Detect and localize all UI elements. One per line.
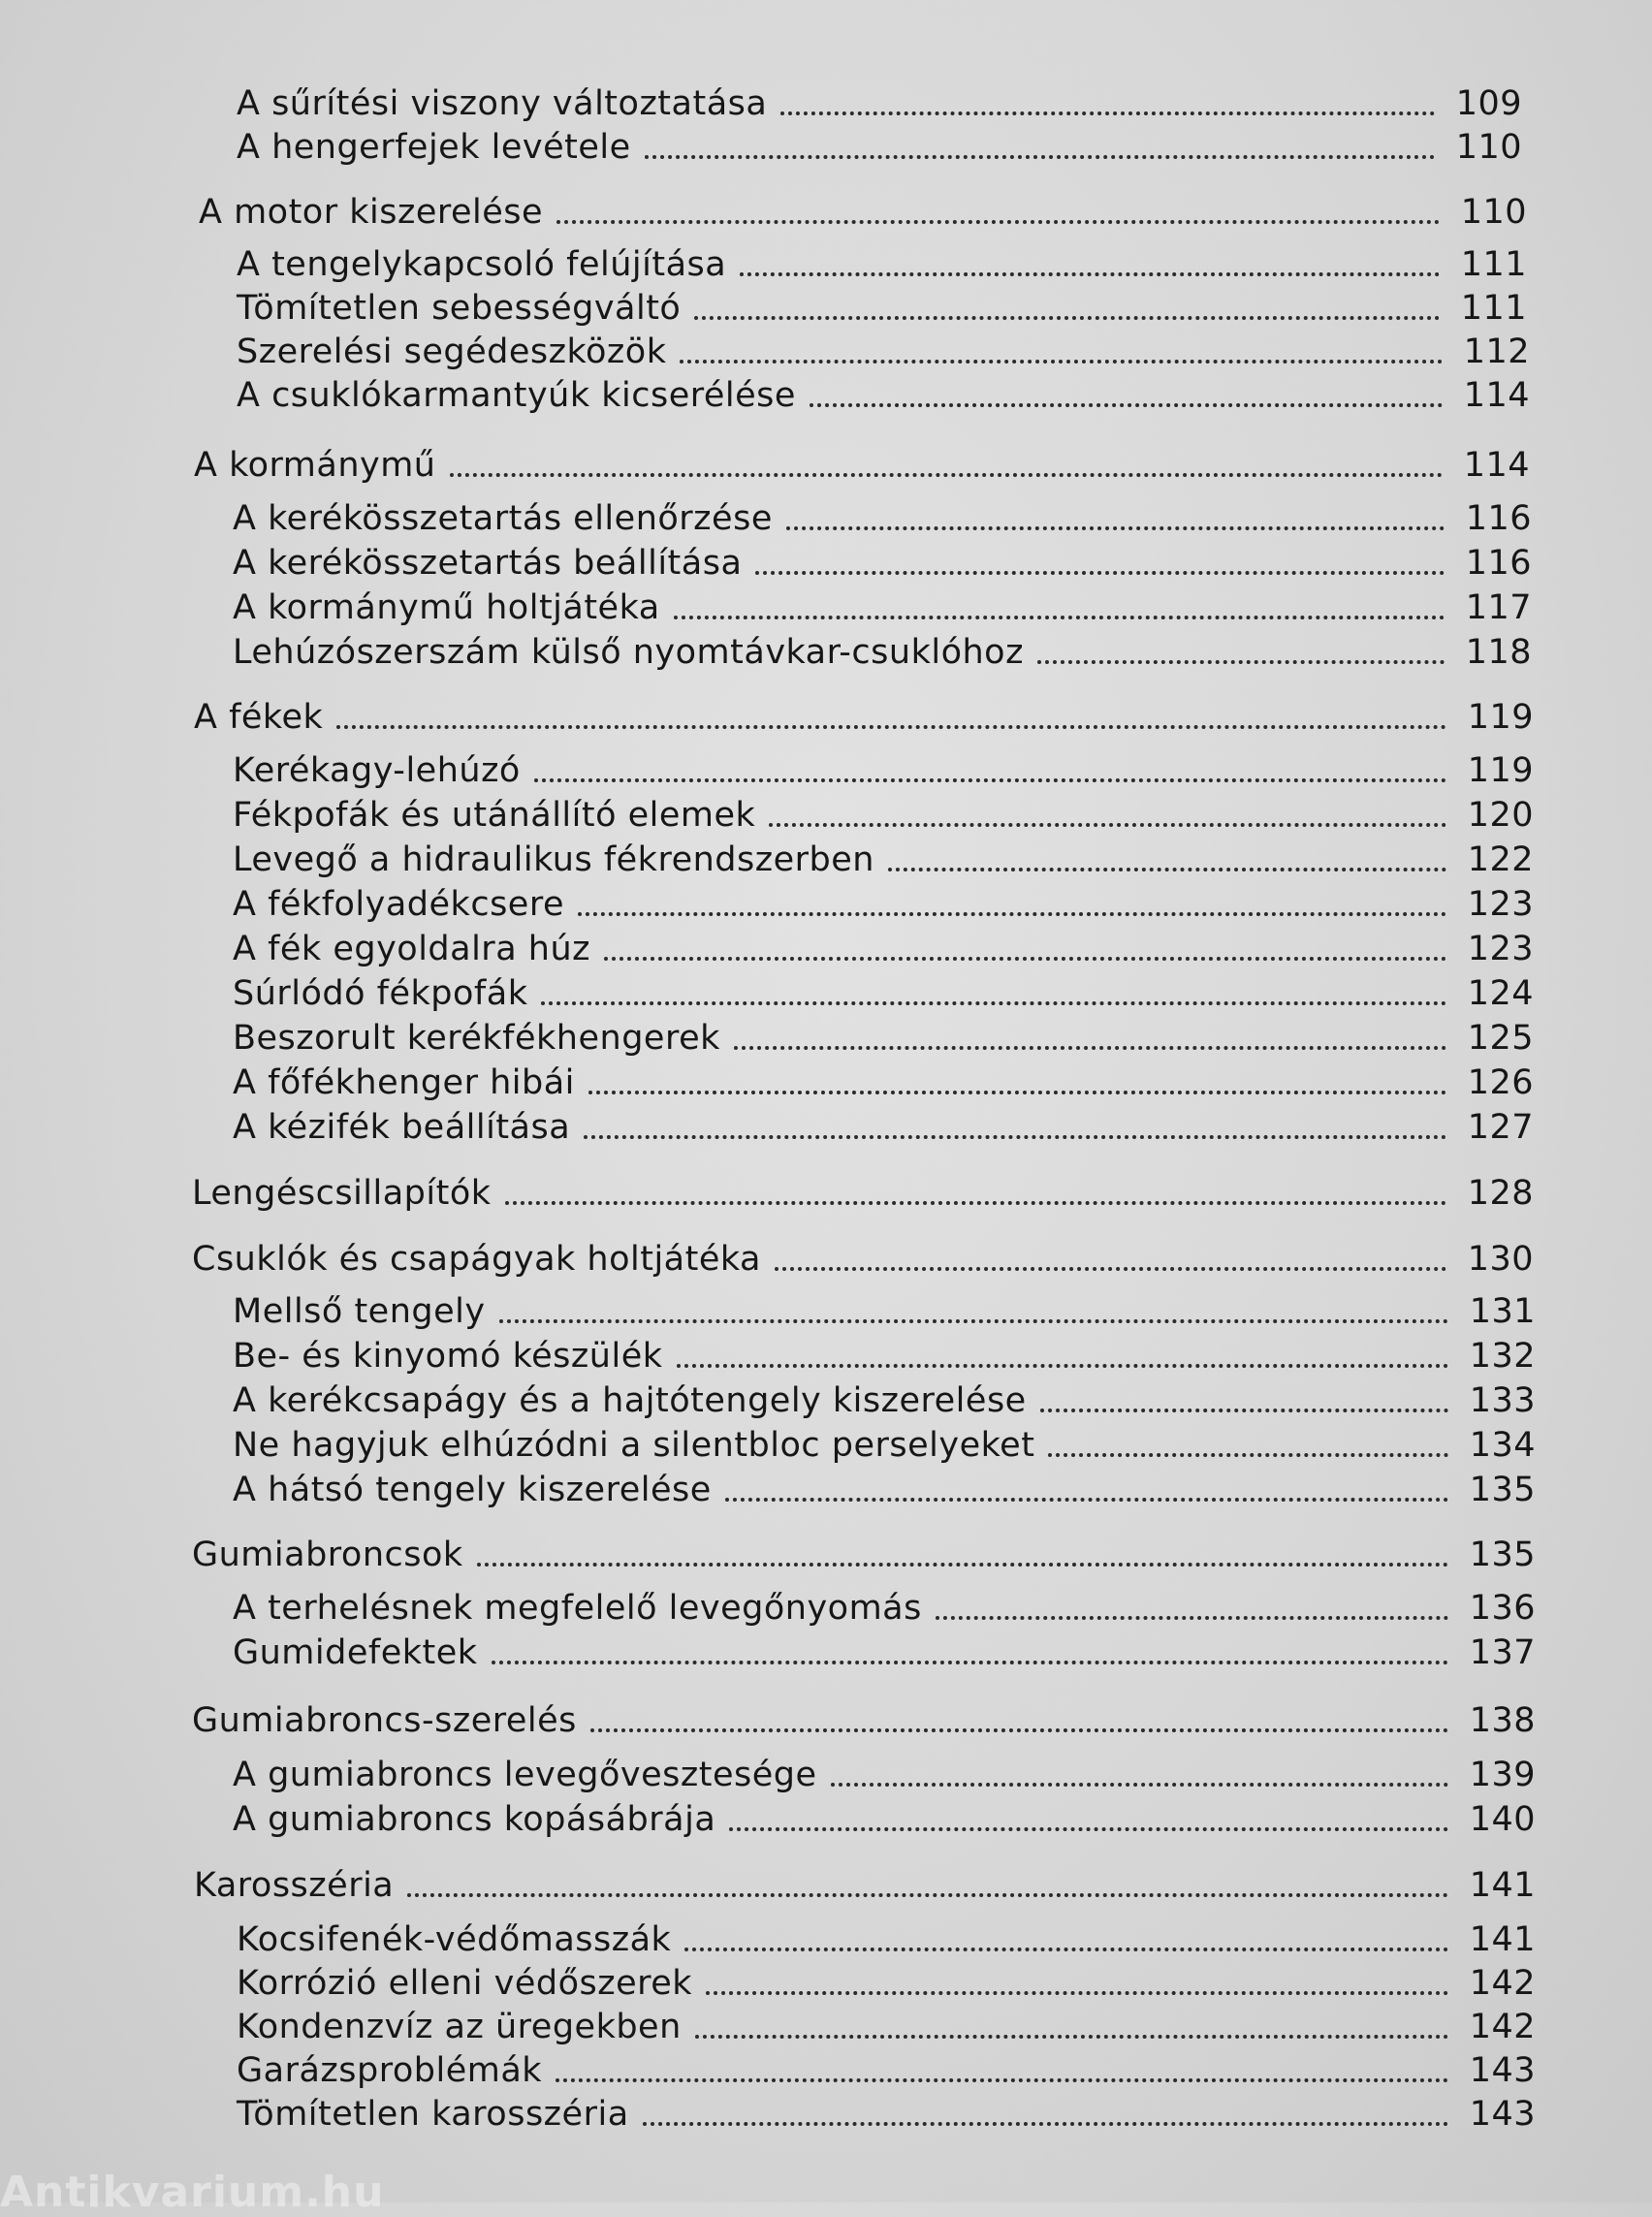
watermark: Antikvarium.hu [0, 2168, 385, 2217]
dot-leader [888, 868, 1446, 871]
toc-entry-szerelesi-segedeszkozok [237, 330, 1530, 374]
toc-page-number: 109 [1455, 84, 1522, 123]
toc-page-number: 142 [1469, 1964, 1536, 2003]
toc-entry-a-kerekosszetartas-ellenorzese [233, 496, 1532, 541]
toc-section-gumiabroncsok [192, 1533, 1536, 1577]
toc-entry-title: A főfékhenger hibái [233, 1063, 575, 1102]
toc-entry-title: A kerékcsapágy és a hajtótengely kiszerelése [233, 1381, 1027, 1420]
toc-entry-title: Gumiabroncsok [192, 1536, 463, 1574]
toc-page-number: 110 [1460, 193, 1527, 232]
dot-leader [1040, 1409, 1448, 1412]
dot-leader [450, 473, 1444, 477]
toc-entry-tomitetlen-sebessegvalto [237, 286, 1527, 331]
toc-entry-title: A gumiabroncs levegővesztesége [233, 1756, 817, 1794]
toc-page-number: 141 [1469, 1920, 1536, 1959]
dot-leader [1048, 1453, 1448, 1457]
dot-leader [590, 1728, 1448, 1732]
toc-entry-kondenzviz-az-uregekben [237, 2005, 1536, 2049]
toc-page-number: 140 [1469, 1800, 1536, 1839]
toc-entry-title: Tömítetlen sebességváltó [237, 289, 682, 328]
toc-entry-a-hengerfejek-levetele [237, 125, 1522, 170]
toc-page-number: 111 [1460, 289, 1527, 328]
toc-entry-title: A kormánymű [194, 446, 436, 485]
toc-entry-korrozio-elleni-vedoszerek [237, 1961, 1536, 2006]
toc-entry-a-kerekosszetartas-beallitasa [233, 541, 1532, 586]
toc-entry-title: Mellső tengely [233, 1292, 486, 1331]
toc-entry-beszorult-kerekfekhengerek [233, 1016, 1534, 1061]
toc-entry-title: Kocsifenék-védőmasszák [237, 1920, 672, 1959]
dot-leader [740, 272, 1440, 276]
toc-entry-a-tengelykapcsolo-felujitasa [237, 242, 1527, 287]
toc-entry-title: A kormánymű holtjátéka [233, 588, 660, 627]
dot-leader [706, 1991, 1448, 1995]
toc-entry-title: Be- és kinyomó készülék [233, 1337, 663, 1376]
toc-page-number: 118 [1465, 633, 1532, 672]
toc-page-number: 128 [1467, 1174, 1534, 1213]
dot-leader [694, 316, 1440, 320]
toc-entry-a-hatso-tengely-kiszerelese [233, 1468, 1536, 1512]
toc-page-number: 135 [1469, 1536, 1536, 1574]
dot-leader [499, 1319, 1448, 1323]
toc-page-number: 112 [1463, 333, 1530, 371]
toc-page-number: 120 [1467, 796, 1534, 835]
toc-page-number: 122 [1467, 840, 1534, 879]
toc-entry-lehuzoszerszam-kulso-nyomtavkar-csuklohoz [233, 630, 1532, 675]
toc-page-number: 142 [1469, 2008, 1536, 2046]
toc-entry-a-csuklokarmantyuk-kicserelese [237, 373, 1530, 418]
toc-page-number: 119 [1467, 698, 1534, 737]
dot-leader [505, 1201, 1446, 1205]
toc-entry-title: Ne hagyjuk elhúzódni a silentbloc perselyeket [233, 1426, 1035, 1465]
toc-entry-title: A motor kiszerelése [199, 193, 544, 232]
toc-page-number: 114 [1463, 446, 1530, 485]
toc-entry-title: A hengerfejek levétele [237, 128, 631, 167]
toc-entry-title: Kondenzvíz az üregekben [237, 2008, 682, 2046]
dot-leader [407, 1893, 1448, 1897]
toc-entry-title: A fékfolyadékcsere [233, 885, 564, 924]
dot-leader [556, 2078, 1448, 2082]
toc-entry-title: A sűrítési viszony változtatása [237, 84, 768, 123]
toc-entry-title: A csuklókarmantyúk kicserélése [237, 376, 796, 415]
toc-entry-title: Fékpofák és utánállító elemek [233, 796, 756, 835]
dot-leader [584, 1135, 1446, 1139]
toc-section-lengescsillapitok [192, 1171, 1534, 1216]
toc-entry-a-fofekhenger-hibai [233, 1061, 1534, 1105]
toc-entry-title: Gumidefektek [233, 1633, 478, 1672]
dot-leader [775, 1267, 1446, 1271]
toc-entry-title: Levegő a hidraulikus fékrendszerben [233, 840, 874, 879]
toc-page-number: 111 [1460, 245, 1527, 284]
toc-page-number: 123 [1467, 885, 1534, 924]
dot-leader [729, 1827, 1448, 1831]
toc-section-a-fekek [194, 695, 1534, 740]
dot-leader [492, 1661, 1448, 1664]
toc-entry-title: Korrózió elleni védőszerek [237, 1964, 693, 2003]
toc-entry-title: A terhelésnek megfelelő levegőnyomás [233, 1589, 922, 1628]
toc-page-number: 117 [1465, 588, 1532, 627]
toc-page-number: 116 [1465, 499, 1532, 538]
toc-entry-title: Súrlódó fékpofák [233, 974, 528, 1013]
toc-entry-fekpofak-es-utanallito-elemek [233, 793, 1534, 838]
toc-page-number: 116 [1465, 544, 1532, 583]
dot-leader [769, 823, 1446, 827]
toc-page-number: 114 [1463, 376, 1530, 415]
toc-entry-title: A gumiabroncs kopásábrája [233, 1800, 716, 1839]
toc-entry-tomitetlen-karosszeria [237, 2092, 1536, 2137]
toc-entry-title: Garázsproblémák [237, 2051, 543, 2090]
dot-leader [725, 1498, 1448, 1502]
toc-entry-title: Karosszéria [194, 1866, 395, 1905]
dot-leader [810, 403, 1443, 407]
toc-entry-title: A fék egyoldalra húz [233, 930, 591, 968]
toc-page-number: 135 [1469, 1471, 1536, 1509]
toc-page-number: 123 [1467, 930, 1534, 968]
toc-page-number: 131 [1469, 1292, 1536, 1331]
dot-leader [674, 616, 1445, 619]
toc-entry-a-kerekcsapagy-es-a-hajtotengely-kiszerelese [233, 1378, 1536, 1423]
toc-page-number: 143 [1469, 2095, 1536, 2134]
toc-entry-title: Lehúzószerszám külső nyomtávkar-csuklóhoz [233, 633, 1024, 672]
toc-page-number: 134 [1469, 1426, 1536, 1465]
toc-entry-title: Kerékagy-lehúzó [233, 751, 521, 790]
toc-page-number: 119 [1467, 751, 1534, 790]
toc-entry-a-fekfolyadekcsere [233, 882, 1534, 927]
toc-page-number: 127 [1467, 1108, 1534, 1147]
toc-entry-mellso-tengely [233, 1289, 1536, 1334]
toc-entry-garazsproblemak [237, 2048, 1536, 2093]
dot-leader [578, 912, 1446, 916]
dot-leader [477, 1563, 1448, 1567]
toc-section-karosszeria [194, 1863, 1536, 1908]
toc-page-number: 143 [1469, 2051, 1536, 2090]
dot-leader [645, 155, 1435, 159]
dot-leader [336, 725, 1446, 729]
toc-section-a-kormanymu [194, 443, 1530, 488]
dot-leader [1037, 660, 1445, 664]
toc-entry-title: Gumiabroncs-szerelés [192, 1701, 577, 1740]
toc-entry-a-suritesi-viszony-valtoztatasa [237, 81, 1522, 126]
dot-leader [541, 1001, 1446, 1005]
toc-entry-title: Beszorult kerékfékhengerek [233, 1019, 720, 1058]
dot-leader [604, 957, 1446, 961]
toc-page-number: 136 [1469, 1589, 1536, 1628]
toc-entry-gumidefektek [233, 1631, 1536, 1675]
toc-entry-a-fek-egyoldalra-huz [233, 927, 1534, 971]
dot-leader [534, 778, 1446, 782]
toc-entry-kerekagy-lehuzo [233, 748, 1534, 793]
toc-entry-title: A hátsó tengely kiszerelése [233, 1471, 712, 1509]
toc-section-csuklok-es-csapagyak-holtjateka [192, 1237, 1534, 1282]
toc-entry-a-gumiabroncs-kopasabraja [233, 1797, 1536, 1842]
dot-leader [734, 1046, 1446, 1050]
dot-leader [556, 220, 1440, 224]
toc-entry-title: Csuklók és csapágyak holtjátéka [192, 1240, 761, 1279]
toc-page-number: 110 [1455, 128, 1522, 167]
toc-entry-kocsifenek-vedomasszak [237, 1917, 1536, 1962]
toc-page-number: 139 [1469, 1756, 1536, 1794]
toc-section-gumiabroncs-szereles [192, 1698, 1536, 1743]
toc-entry-be-es-kinyomo-keszulek [233, 1334, 1536, 1378]
toc-page-number: 126 [1467, 1063, 1534, 1102]
toc-section-a-motor-kiszerelese [199, 190, 1527, 235]
toc-entry-title: Szerelési segédeszközök [237, 333, 667, 371]
dot-leader [680, 360, 1443, 364]
dot-leader [936, 1616, 1448, 1620]
toc-page-number: 133 [1469, 1381, 1536, 1420]
toc-page-number: 132 [1469, 1337, 1536, 1376]
toc-entry-title: A kerékösszetartás beállítása [233, 544, 743, 583]
toc-page-number: 124 [1467, 974, 1534, 1013]
toc-entry-levego-a-hidraulikus-fekrendszerben [233, 838, 1534, 882]
dot-leader [677, 1364, 1449, 1368]
dot-leader [831, 1783, 1448, 1787]
toc-entry-a-terhelesnek-megfelelo-levegonyomas [233, 1586, 1536, 1631]
dot-leader [684, 1948, 1448, 1951]
toc-entry-a-gumiabroncs-levegovesztesege [233, 1753, 1536, 1797]
dot-leader [755, 571, 1445, 575]
dot-leader [695, 2035, 1448, 2039]
dot-leader [588, 1091, 1446, 1094]
toc-entry-title: A tengelykapcsoló felújítása [237, 245, 727, 284]
toc-entry-title: A fékek [194, 698, 324, 737]
toc-entry-ne-hagyjuk-elhuzodni-a-silentbloc-perselyeket [233, 1423, 1536, 1468]
toc-entry-title: Lengéscsillapítók [192, 1174, 492, 1213]
toc-entry-title: Tömítetlen karosszéria [237, 2095, 629, 2134]
toc-page-number: 137 [1469, 1633, 1536, 1672]
dot-leader [786, 526, 1445, 530]
toc-entry-title: A kerékösszetartás ellenőrzése [233, 499, 773, 538]
toc-page-number: 125 [1467, 1019, 1534, 1058]
toc-entry-a-kormanymu-holtjateka [233, 586, 1532, 630]
toc-page-number: 141 [1469, 1866, 1536, 1905]
dot-leader [780, 111, 1435, 115]
toc-entry-surlodo-fekpofak [233, 971, 1534, 1016]
dot-leader [643, 2122, 1448, 2126]
toc-page-number: 130 [1467, 1240, 1534, 1279]
toc-entry-title: A kézifék beállítása [233, 1108, 571, 1147]
toc-page-number: 138 [1469, 1701, 1536, 1740]
toc-entry-a-kezifek-beallitasa [233, 1105, 1534, 1150]
